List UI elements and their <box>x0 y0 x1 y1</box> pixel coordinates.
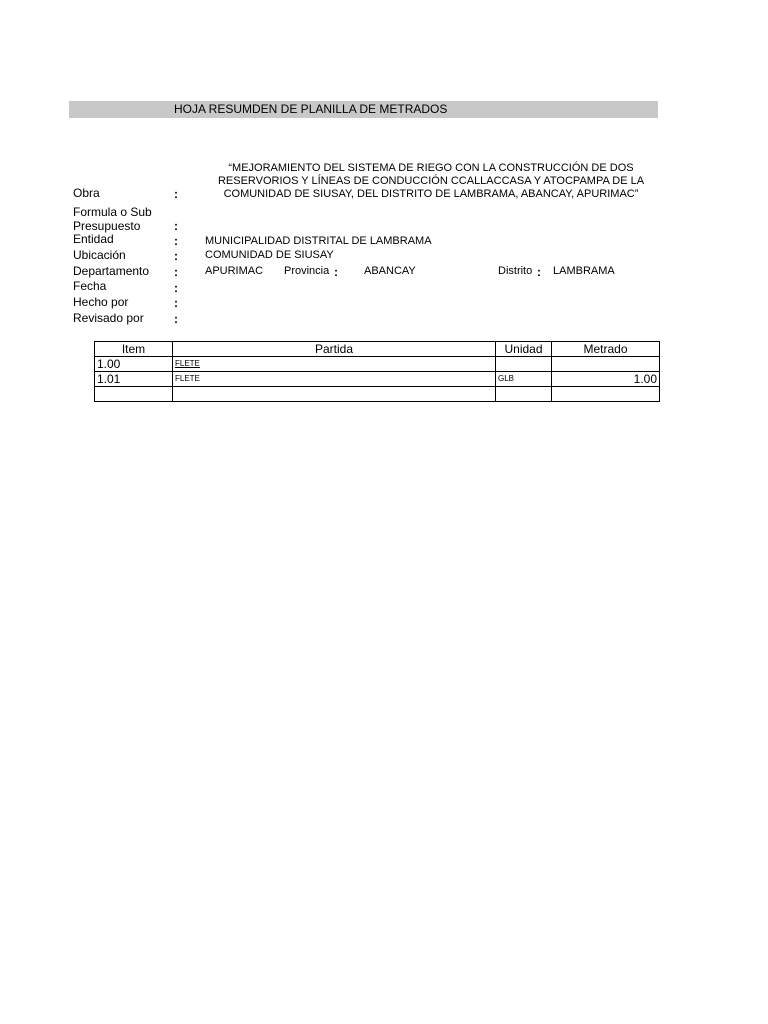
item-cell <box>95 387 173 402</box>
hecho-label: Hecho por <box>73 295 129 309</box>
unidad-cell <box>496 357 552 372</box>
departamento-label: Departamento <box>73 264 150 278</box>
ubicacion-value: COMUNIDAD DE SIUSAY <box>205 249 334 261</box>
formula-label-line1: Formula o Sub <box>73 205 152 219</box>
metrado-cell <box>552 387 660 402</box>
metrado-cell <box>552 357 660 372</box>
metrado-cell: 1.00 <box>552 372 660 387</box>
provincia-label: Provincia <box>284 265 330 277</box>
unidad-cell: GLB <box>496 372 552 387</box>
obra-colon: : <box>174 187 178 201</box>
entidad-label: Entidad <box>73 232 114 246</box>
table-header-row <box>95 342 660 357</box>
header-unidad: Unidad <box>496 342 552 357</box>
partida-cell: FLETE <box>173 357 496 372</box>
partida-cell <box>173 387 496 402</box>
item-cell: 1.00 <box>95 357 173 372</box>
revisado-label: Revisado por <box>73 311 144 325</box>
entidad-colon: : <box>174 234 178 248</box>
table-row <box>95 387 660 402</box>
formula-colon: : <box>174 219 178 233</box>
ubicacion-colon: : <box>174 249 178 263</box>
metrados-table <box>94 341 660 402</box>
provincia-colon: : <box>334 265 338 279</box>
project-name: “MEJORAMIENTO DEL SISTEMA DE RIEGO CON LA CONSTRUCCIÓN DE DOS RESERVORIOS Y LÍNEAS DE CONDUCCIÓN CCALLACCASA Y ATOCPAMPA DE LA COMUNIDAD DE SIUSAY, DEL DISTRITO DE LAMBRAMA, ABANCAY, APURIMAC” <box>217 162 645 200</box>
formula-label-line2: Presupuesto <box>73 219 141 233</box>
distrito-value: LAMBRAMA <box>553 265 615 277</box>
ubicacion-label: Ubicación <box>73 248 126 262</box>
table-row <box>95 357 660 372</box>
distrito-colon: : <box>537 265 541 279</box>
obra-label: Obra <box>73 186 100 200</box>
partida-cell: FLETE <box>173 372 496 387</box>
departamento-value: APURIMAC <box>205 265 264 277</box>
page-title: HOJA RESUMDEN DE PLANILLA DE METRADOS <box>174 102 448 116</box>
distrito-label: Distrito <box>498 265 533 277</box>
revisado-colon: : <box>174 312 178 326</box>
fecha-label: Fecha <box>73 279 107 293</box>
fecha-colon: : <box>174 281 178 295</box>
unidad-cell <box>496 387 552 402</box>
entidad-value: MUNICIPALIDAD DISTRITAL DE LAMBRAMA <box>205 235 432 247</box>
title-bar <box>69 101 658 118</box>
header-item: Item <box>95 342 173 357</box>
header-partida: Partida <box>173 342 496 357</box>
provincia-value: ABANCAY <box>364 265 416 277</box>
header-metrado: Metrado <box>552 342 660 357</box>
item-cell: 1.01 <box>95 372 173 387</box>
hecho-colon: : <box>174 296 178 310</box>
departamento-colon: : <box>174 265 178 279</box>
table-row <box>95 372 660 387</box>
